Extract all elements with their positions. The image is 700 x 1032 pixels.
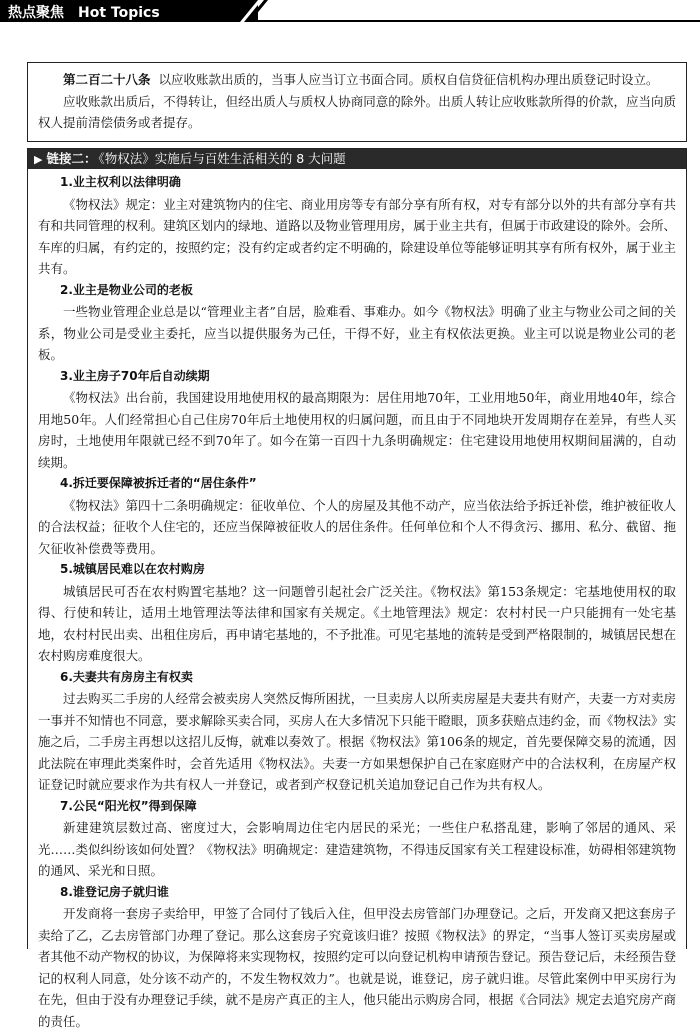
item-2-title: 2.业主是物业公司的老板 bbox=[60, 282, 193, 297]
item-6-text: 过去购买二手房的人经常会被卖房人突然反悔所困扰，一旦卖房人以所卖房屋是夫妻共有财产，夫妻一方对卖房一事并不知情也不同意，要求解除买卖合同，买房人在大多情况下只能干瞪眼，顶多获赔点违约金，而《物权法》实施之后，二手房主再想以这招儿反悔，就难以奏效了。根据《物权法》第106条的规定，首先要保障交易的流通，因此法院在审理此类案件时，会首先适用《物权法》。夫妻一方如果想保护自己在家庭财产中的合法权利，在房屋产权证登记时就应要求作为共有权人一并登记，或者到产权登记机关追加登记自己作为共有权人。 bbox=[38, 691, 676, 792]
triangle-icon: ▶ bbox=[34, 153, 43, 166]
link2-label: 链接二： bbox=[46, 151, 97, 166]
link2-content bbox=[28, 169, 686, 1032]
item-5-title: 5.城镇居民难以在农村购房 bbox=[60, 562, 205, 576]
article-228-box bbox=[27, 62, 687, 142]
item-4-title: 4.拆迁要保障被拆迁者的“居住条件” bbox=[60, 476, 257, 490]
header-title-cn: 热点聚焦 bbox=[8, 5, 64, 21]
item-4-text: 《物权法》第四十二条明确规定：征收单位、个人的房屋及其他不动产，应当依法给予拆迁补偿，维护被征收人的合法权益；征收个人住宅的，还应当保障被征收人的居住条件。任何单位和个人不得贪污、挪用、私分、截留、拖欠征收补偿费等费用。 bbox=[38, 497, 676, 556]
item-7-title: 7.公民“阳光权”得到保障 bbox=[60, 798, 197, 813]
item-1-text: 《物权法》规定：业主对建筑物内的住宅、商业用房等专有部分享有所有权，对专有部分以外的共有部分享有共有和共同管理的权利。建筑区划内的绿地、道路以及物业管理用房，属于业主共有，但属于市政建设的除外。会所、车库的归属，有约定的，按照约定；没有约定或者约定不明确的，除建设单位等能够证明其享有所有权外，属于业主共有。 bbox=[38, 196, 676, 276]
item-1-title: 1.业主权利以法律明确 bbox=[60, 175, 181, 189]
item-8-title: 8.谁登记房子就归谁 bbox=[60, 884, 169, 899]
link2-title-bar bbox=[28, 149, 686, 169]
item-7-text: 新建建筑层数过高、密度过大，会影响周边住宅内居民的采光；一些住户私搭乱建，影响了邻居的通风、采光……类似纠纷该如何处置？《物权法》明确规定：建造建筑物，不得违反国家有关工程建设标准，妨碍相邻建筑物的通风、采光和日照。 bbox=[38, 820, 676, 878]
section-header bbox=[0, 0, 700, 26]
item-3-text: 《物权法》出台前，我国建设用地使用权的最高期限为：居住用地70年，工业用地50年，商业用地40年，综合用地50年。人们经常担心自己住房70年后土地使用权的归属问题，而且由于不同地块开发周期存在差异，有些人买房时，土地使用年限就已经不到70年了。如今在第一百四十九条明确规定：住宅建设用地使用权期间届满的，自动续期。 bbox=[38, 390, 676, 470]
item-6-title: 6.夫妻共有房房主有权卖 bbox=[60, 669, 193, 684]
item-2-text: 一些物业管理企业总是以“管理业主者”自居，脸难看、事难办。如今《物权法》明确了业主与物业公司之间的关系，物业公司是受业主委托，应当以提供服务为己任，干得不好，业主有权依法更换。业主可以说是物业公司的老板。 bbox=[38, 304, 676, 362]
article-number: 第二百二十八条 bbox=[63, 72, 151, 87]
header-title bbox=[8, 2, 160, 22]
link2-title: 《物权法》实施后与百姓生活相关的 8 大问题 bbox=[98, 151, 346, 166]
link2-box bbox=[27, 148, 687, 1029]
article-text: 以应收账款出质的，当事人应当订立书面合同。质权自信贷征信机构办理出质登记时设立。 bbox=[158, 72, 659, 87]
item-8-text: 开发商将一套房子卖给甲，甲签了合同付了钱后入住，但甲没去房管部门办理登记。之后，开发商又把这套房子卖给了乙，乙去房管部门办理了登记。那么这套房子究竟该归谁？按照《物权法》的界定，“当事人签订买卖房屋或者其他不动产物权的协议，为保障将来实现物权，按照约定可以向登记机构申请预告登记。预告登记后，未经预告登记的权利人同意，处分该不动产的，不发生物权效力”。也就是说，谁登记，房子就归谁。尽管此案例中甲买房行为在先，但由于没有办理登记手续，就不是房产真正的主人，他只能出示购房合同，根据《合同法》规定去追究房产商的责任。 bbox=[38, 906, 676, 1029]
item-5-text: 城镇居民可否在农村购置宅基地？这一问题曾引起社会广泛关注。《物权法》第153条规定：宅基地使用权的取得、行使和转让，适用土地管理法等法律和国家有关规定。《土地管理法》规定：农村村民一户只能拥有一处宅基地，农村村民出卖、出租住房后，再申请宅基地的，不予批准。可见宅基地的流转是受到严格限制的，城镇居民想在农村购房难度很大。 bbox=[38, 583, 676, 663]
header-title-en: Hot Topics bbox=[78, 5, 160, 21]
item-3-title: 3.业主房子70年后自动续期 bbox=[60, 368, 210, 383]
article-228-paragraph bbox=[38, 69, 676, 91]
article-228-paragraph-2: 应收账款出质后，不得转让，但经出质人与质权人协商同意的除外。出质人转让应收账款所得的价款，应当向质权人提前清偿债务或者提存。 bbox=[38, 93, 676, 130]
